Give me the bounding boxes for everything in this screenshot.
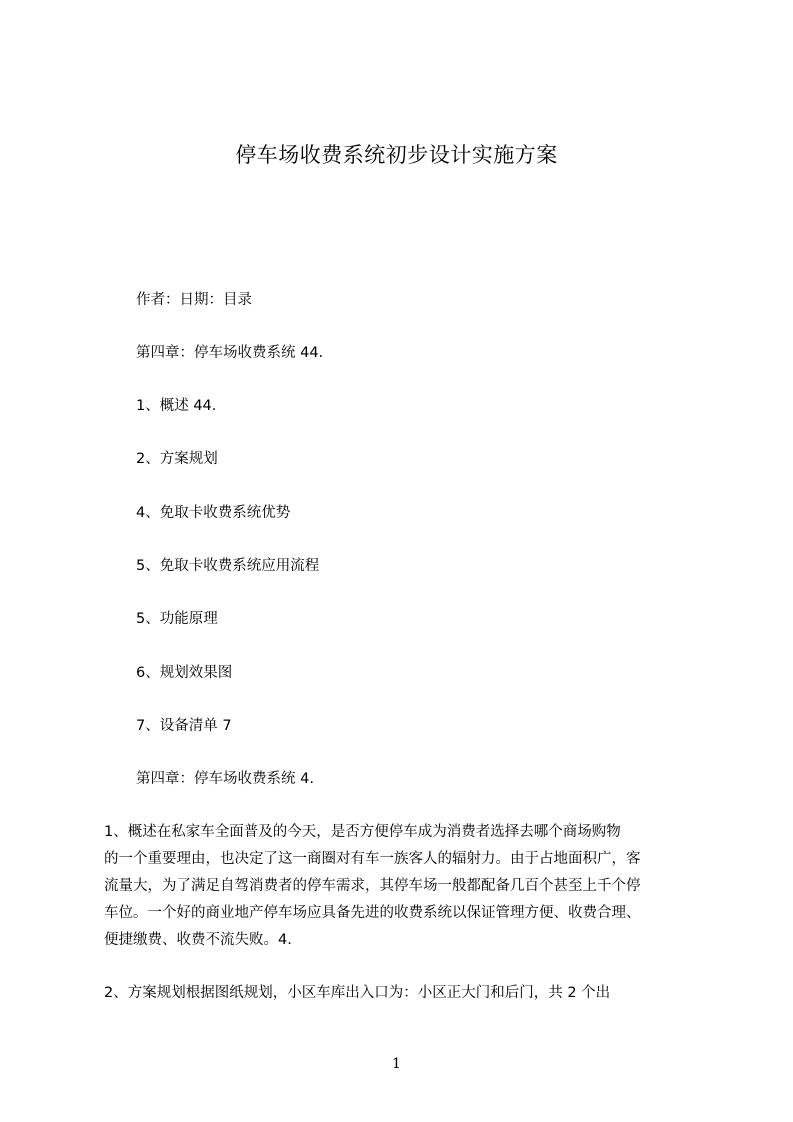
toc-item: 5、功能原理	[136, 611, 218, 627]
toc-item: 2、方案规划	[136, 451, 218, 467]
paragraph-plan	[104, 980, 704, 1007]
page-number: 1	[392, 1056, 401, 1072]
toc-item: 4、免取卡收费系统优势	[136, 505, 291, 521]
toc-item: 6、规划效果图	[136, 665, 233, 681]
chapter-heading: 第四章：停车场收费系统 4.	[136, 771, 314, 787]
paragraph-line: 1、概述在私家车全面普及的今天，是否方便停车成为消费者选择去哪个商场购物	[104, 824, 621, 840]
paragraph-line: 流量大，为了满足自驾消费者的停车需求，其停车场一般都配备几百个甚至上千个停	[104, 878, 641, 894]
document-title: 停车场收费系统初步设计实施方案	[235, 143, 558, 167]
paragraph-line: 2、方案规划根据图纸规划，小区车库出入口为：小区正大门和后门，共 2 个出	[104, 985, 611, 1001]
paragraph-line: 车位。一个好的商业地产停车场应具备先进的收费系统以保证管理方便、收费合理、	[104, 905, 641, 921]
paragraph-overview	[104, 819, 704, 954]
paragraph-line: 便捷缴费、收费不流失败。4.	[104, 932, 292, 948]
toc-item: 1、概述 44.	[136, 398, 217, 414]
paragraph-line: 的一个重要理由，也决定了这一商圈对有车一族客人的辐射力。由于占地面积广，客	[104, 851, 641, 867]
toc-item: 7、设备清单 7	[136, 718, 232, 734]
toc-item: 5、免取卡收费系统应用流程	[136, 558, 320, 574]
meta-line: 作者：日期：目录	[136, 292, 252, 308]
toc-item: 第四章：停车场收费系统 44.	[136, 345, 324, 361]
